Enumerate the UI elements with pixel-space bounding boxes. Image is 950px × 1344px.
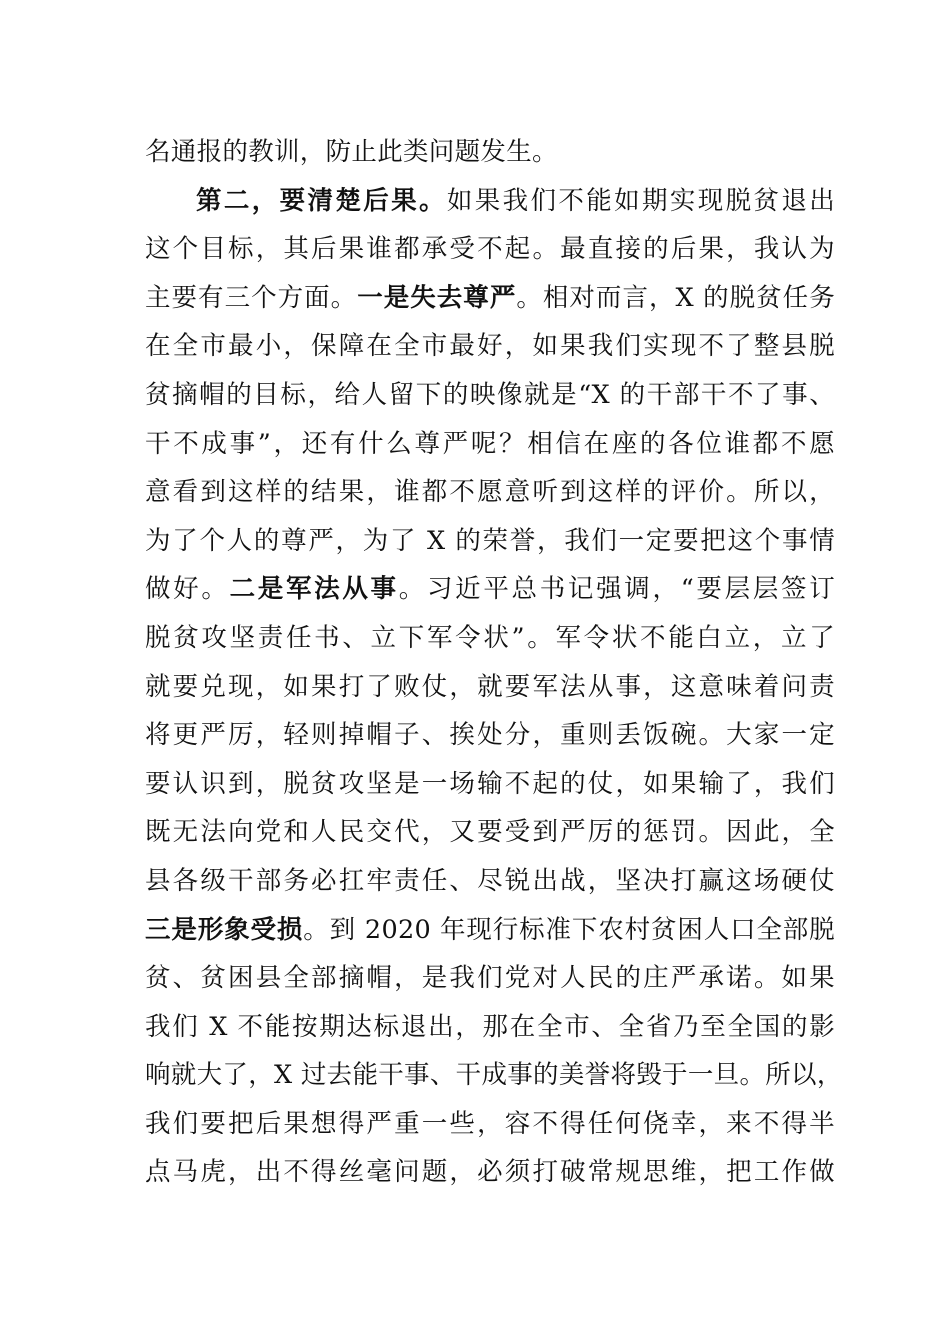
body-text-segment: 脱贫攻坚责任书、立下军令状”。军令状不能白立，立了	[145, 622, 835, 653]
bold-heading-text: 二是军法从事	[229, 574, 399, 605]
text-line	[145, 1003, 835, 1052]
body-text-segment: 。习近平总书记强调，“要层层签订	[398, 574, 836, 605]
body-text-segment: 为了个人的尊严，为了 X 的荣誉，我们一定要把这个事情	[145, 525, 835, 556]
body-text-segment: 将更严厉，轻则掉帽子、挨处分，重则丢饭碗。大家一定	[145, 720, 835, 751]
bold-heading-text: 一是失去尊严	[357, 282, 517, 313]
text-line	[145, 225, 835, 274]
text-line	[145, 711, 835, 760]
body-text-segment: 这个目标，其后果谁都承受不起。最直接的后果，我认为	[145, 234, 835, 265]
body-text-segment: 县各级干部务必扛牢责任、尽锐出战，坚决打赢这场硬仗	[145, 865, 835, 896]
body-text-segment: 主要有三个方面。	[145, 282, 358, 313]
body-text-segment: 在全市最小，保障在全市最好，如果我们实现不了整县脱	[145, 331, 835, 362]
body-text-segment: 。到 2020 年现行标准下农村贫困人口全部脱	[303, 914, 835, 945]
body-text-segment: 就要兑现，如果打了败仗，就要军法从事，这意味着问责	[145, 671, 835, 702]
body-text-segment: 干不成事”，还有什么尊严呢？相信在座的各位谁都不愿	[145, 428, 835, 459]
text-line	[145, 128, 835, 177]
text-line	[145, 177, 835, 226]
bold-heading-text: 三是形象受损	[145, 914, 304, 945]
text-line	[145, 517, 835, 566]
text-line	[145, 1100, 835, 1149]
body-text-segment: 意看到这样的结果，谁都不愿意听到这样的评价。所以，	[145, 477, 835, 508]
text-line	[145, 614, 835, 663]
bold-heading-text: 第二，要清楚后果。	[196, 185, 447, 216]
text-line	[145, 663, 835, 712]
text-line	[145, 565, 835, 614]
text-line	[145, 954, 835, 1003]
body-text-segment: 名通报的教训，防止此类问题发生。	[145, 137, 558, 167]
text-line	[145, 420, 835, 469]
text-line	[145, 371, 835, 420]
text-line	[145, 857, 835, 906]
body-text-segment: 贫摘帽的目标，给人留下的映像就是“X 的干部干不了事、	[145, 379, 835, 410]
text-line	[145, 1148, 835, 1197]
body-text-segment: 。相对而言，X 的脱贫任务	[516, 282, 835, 313]
body-text-segment: 要认识到，脱贫攻坚是一场输不起的仗，如果输了，我们	[145, 768, 835, 799]
document-body-text	[145, 128, 843, 1197]
text-line	[145, 274, 835, 323]
text-line	[145, 322, 835, 371]
body-text-segment: 贫、贫困县全部摘帽，是我们党对人民的庄严承诺。如果	[145, 963, 835, 994]
text-line	[145, 760, 835, 809]
body-text-segment: 点马虎，出不得丝毫问题，必须打破常规思维，把工作做	[145, 1157, 835, 1188]
text-line	[145, 468, 835, 517]
body-text-segment: 做好。	[145, 574, 230, 605]
body-text-segment: 我们要把后果想得严重一些，容不得任何侥幸，来不得半	[145, 1108, 835, 1139]
text-line	[145, 906, 835, 955]
body-text-segment: 我们 X 不能按期达标退出，那在全市、全省乃至全国的影	[145, 1011, 835, 1042]
text-line	[145, 1051, 843, 1100]
body-text-segment: 如果我们不能如期实现脱贫退出	[446, 185, 836, 216]
body-text-segment: 既无法向党和人民交代，又要受到严厉的惩罚。因此，全	[145, 817, 835, 848]
text-line	[145, 808, 835, 857]
body-text-segment: 响就大了，X 过去能干事、干成事的美誉将毁于一旦。所以，	[145, 1060, 843, 1091]
